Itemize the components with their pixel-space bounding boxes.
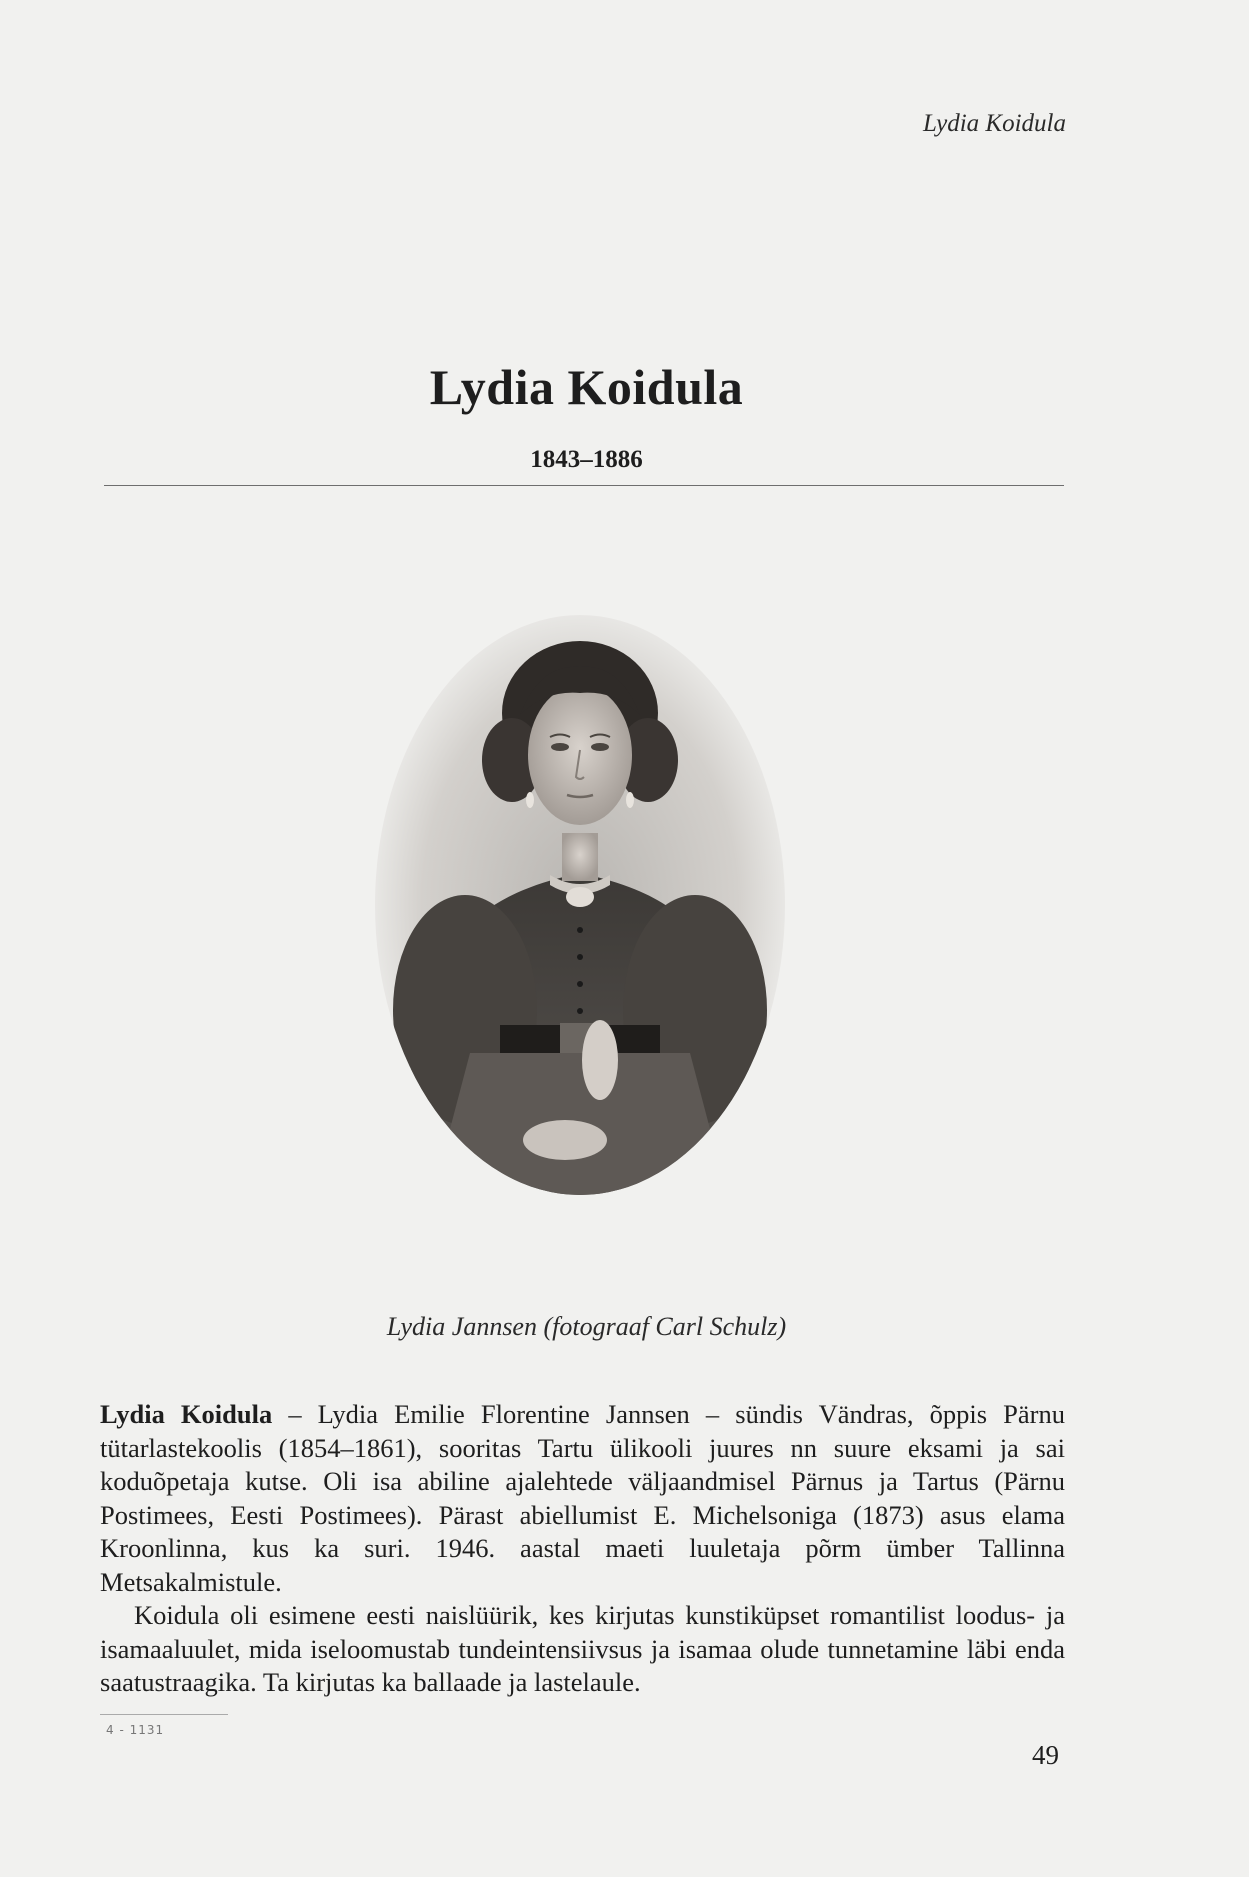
photo-caption: Lydia Jannsen (fotograaf Carl Schulz) — [386, 1312, 787, 1341]
paragraph-1 — [100, 1398, 1065, 1599]
paragraph-2: Koidula oli esimene eesti naislüürik, kes kirjutas kunstiküpset romantilist loodus- ja isamaaluulet, mida iseloomustab tundeintensiivsus ja isamaa olude tunnetamine läbi enda saatustraagika. Ta kirjutas ka ballaade ja lastelaule. — [100, 1600, 1065, 1697]
life-years: 1843–1886 — [530, 446, 643, 473]
biography-text — [100, 1398, 1065, 1700]
page-number: 49 — [1032, 1740, 1059, 1770]
portrait-photo — [370, 605, 790, 1195]
paragraph-1-text: – Lydia Emilie Florentine Jannsen – sündis Vändras, õppis Pärnu tütarlastekoolis (1854–1861), sooritas Tartu ülikooli juures nn suure eksami ja sai koduõpetaja kutse. Oli isa abiline ajalehtede väljaandmisel Pärnus ja Tartus (Pärnu Postimees, Eesti Postimees). Pärast abiellumist E. Michelsoniga (1873) asus elama Kroonlinna, kus ka suri. 1946. aastal maeti luuletaja põrm ümber Tallinna Metsakalmistule. — [100, 1399, 1065, 1597]
signature-rule — [100, 1714, 228, 1715]
lead-name: Lydia Koidula — [100, 1399, 273, 1429]
running-header: Lydia Koidula — [922, 110, 1066, 137]
printer-signature: 4 - 1131 — [106, 1723, 165, 1737]
page-title: Lydia Koidula — [429, 359, 744, 415]
title-divider — [104, 485, 1064, 486]
